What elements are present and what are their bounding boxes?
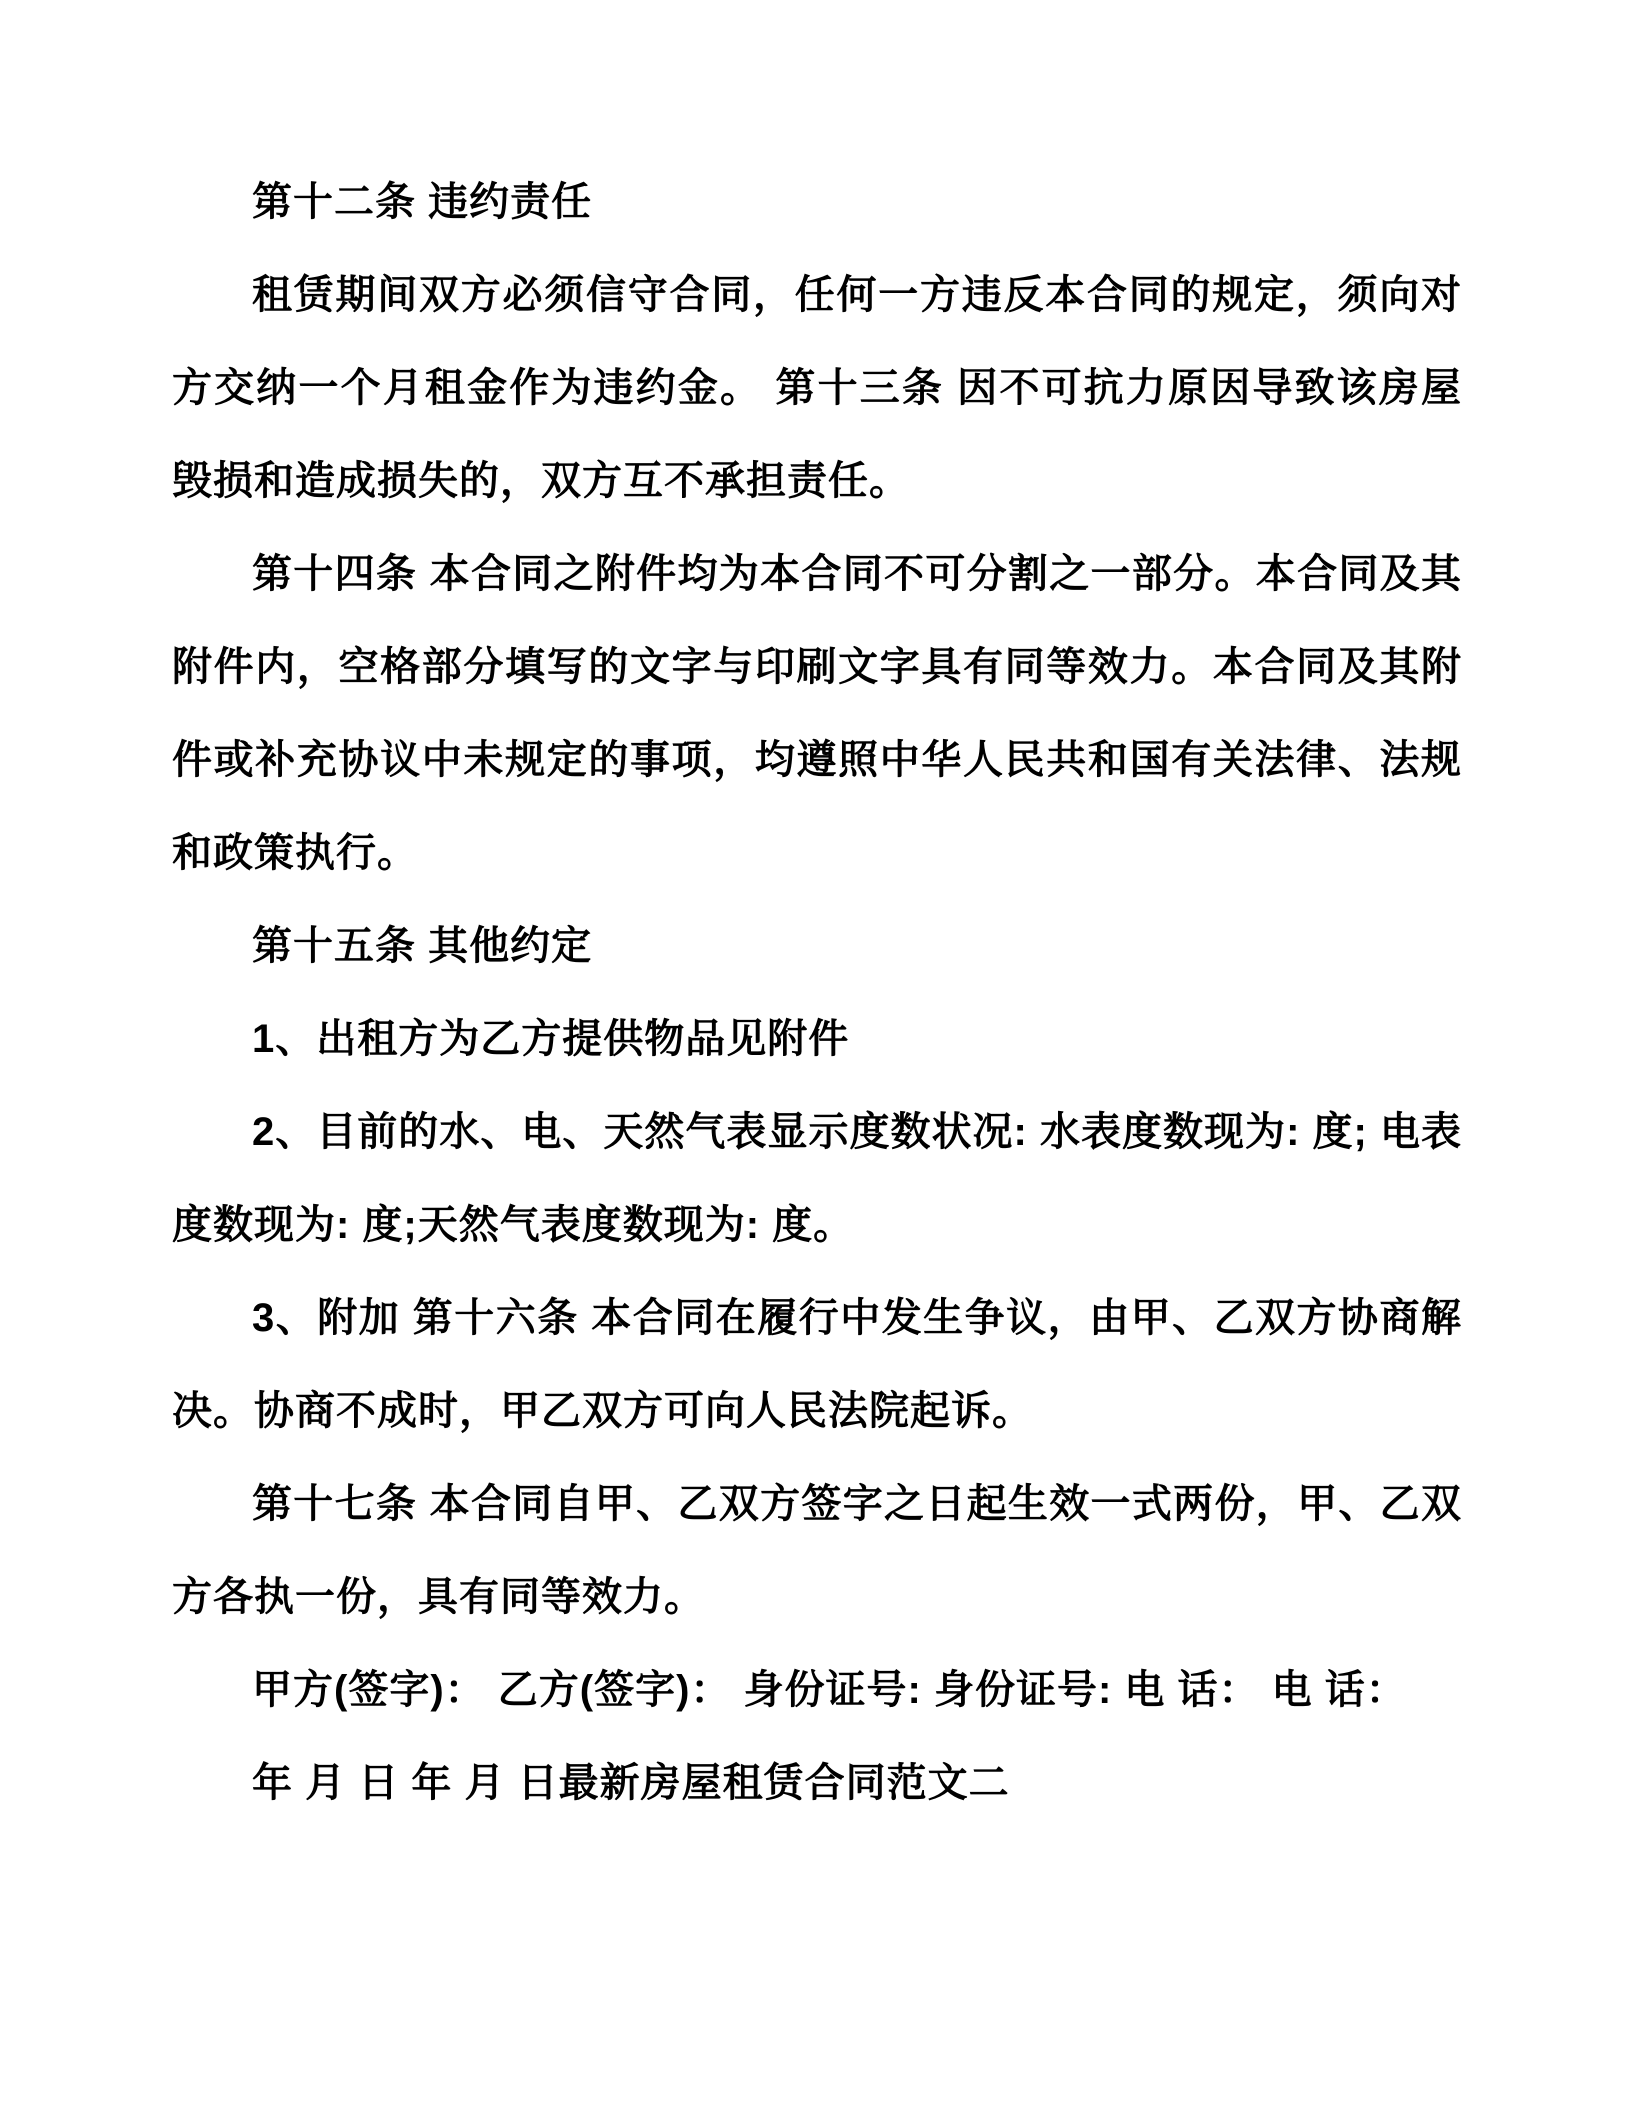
document-paragraph: 年 月 日 年 月 日最新房屋租赁合同范文二 [252, 1761, 1010, 1805]
document-paragraph: 第十七条 本合同自甲、乙双方签字之日起生效一式两份，甲、乙双方各执一份，具有同等效力。 [172, 1482, 1462, 1619]
document-body [172, 156, 1462, 1830]
document-paragraph: 租赁期间双方必须信守合同，任何一方违反本合同的规定，须向对方交纳一个月租金作为违约金。 第十三条 因不可抗力原因导致该房屋毁损和造成损失的，双方互不承担责任。 [172, 273, 1462, 503]
document-paragraph: 甲方(签字)： 乙方(签字)： 身份证号: 身份证号: 电 话： 电 话： [252, 1668, 1407, 1712]
document-paragraph: 2、目前的水、电、天然气表显示度数状况: 水表度数现为: 度; 电表度数现为: 度;天然气表度数现为: 度。 [172, 1110, 1462, 1247]
section-heading: 第十五条 其他约定 [252, 924, 593, 968]
document-paragraph: 3、附加 第十六条 本合同在履行中发生争议，由甲、乙双方协商解决。协商不成时，甲乙双方可向人民法院起诉。 [172, 1296, 1462, 1433]
document-paragraph: 第十四条 本合同之附件均为本合同不可分割之一部分。本合同及其附件内，空格部分填写的文字与印刷文字具有同等效力。本合同及其附件或补充协议中未规定的事项，均遵照中华人民共和国有关法律、法规和政策执行。 [172, 552, 1462, 875]
section-heading: 第十二条 违约责任 [252, 180, 593, 224]
document-paragraph: 1、出租方为乙方提供物品见附件 [252, 1017, 850, 1061]
